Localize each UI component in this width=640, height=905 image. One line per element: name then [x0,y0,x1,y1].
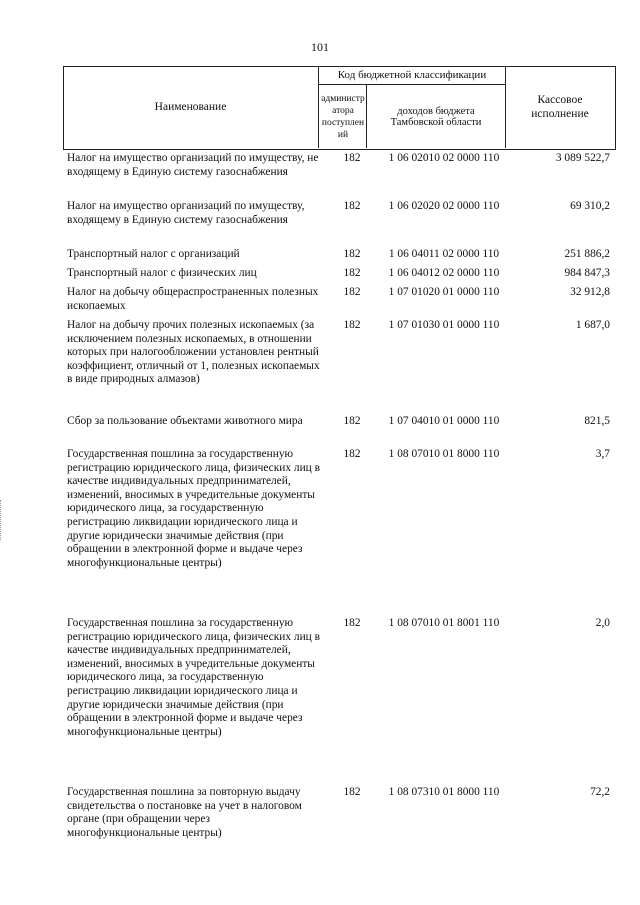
row-admin: 182 [343,786,361,798]
header-divider [366,84,367,148]
row-name: Налог на имущество организаций по имуществу, входящему в Единую систему газоснабжения [67,200,305,226]
row-amount: 821,5 [584,415,610,427]
row-code: 1 08 07310 01 8000 110 [388,786,500,798]
row-code: 1 08 07010 01 8000 110 [388,448,500,460]
table-header [63,66,616,150]
header-group-title: Код бюджетной классификации [337,68,487,81]
row-amount: 984 847,3 [564,267,610,279]
row-amount: 32 912,8 [570,286,610,298]
row-admin: 182 [343,152,361,164]
row-admin: 182 [343,617,361,629]
row-amount: 1 687,0 [575,319,610,331]
row-name: Транспортный налог с физических лиц [67,267,257,279]
row-name: Налог на имущество организаций по имуществу, не входящему в Единую систему газоснабжения [67,152,319,178]
row-code: 1 06 04012 02 0000 110 [388,267,500,279]
row-amount: 72,2 [590,786,610,798]
row-name: Налог на добычу прочих полезных ископаемых (за исключением полезных ископаемых, в отношении которых при налогообложении установлен рентный коэффициент, отличный от 1, полезных ископаемых в виде природных алмазов) [67,319,320,386]
row-admin: 182 [343,267,361,279]
row-amount: 3 089 522,7 [555,152,610,164]
header-income: доходов бюджета Тамбовской области [390,105,482,128]
header-amount: Кассовое исполнение [531,94,589,120]
header-admin: администратора поступлений [321,93,365,140]
row-code: 1 07 01020 01 0000 110 [388,286,500,298]
row-amount: 2,0 [595,617,610,629]
row-name: Государственная пошлина за государственную регистрацию юридического лица, физических лиц в качестве индивидуальных предпринимателей, изменений, вносимых в учредительные документы юридического лица, за государственную регистрацию ликвидации юридического лица и другие юридически значимые действия (при обращении в электронной форме и выдаче через многофункциональные центры) [67,617,320,738]
row-code: 1 08 07010 01 8001 110 [388,617,500,629]
page-number: 101 [311,40,329,54]
row-admin: 182 [343,248,361,260]
row-admin: 182 [343,448,361,460]
row-admin: 182 [343,319,361,331]
row-name: Сбор за пользование объектами животного мира [67,415,303,427]
row-code: 1 06 02020 02 0000 110 [388,200,500,212]
row-code: 1 07 04010 01 0000 110 [388,415,500,427]
row-code: 1 07 01030 01 0000 110 [388,319,500,331]
row-admin: 182 [343,200,361,212]
row-admin: 182 [343,415,361,427]
row-amount: 251 886,2 [564,248,610,260]
header-name: Наименование [154,100,227,113]
row-name: Транспортный налог с организаций [67,248,240,260]
row-code: 1 06 02010 02 0000 110 [388,152,500,164]
row-name: Налог на добычу общераспространенных полезных ископаемых [67,286,319,312]
row-name: Государственная пошлина за повторную выдачу свидетельства о постановке на учет в налоговом органе (при обращении через многофункциональные центры) [67,786,302,839]
row-name: Государственная пошлина за государственную регистрацию юридического лица, физических лиц в качестве индивидуальных предпринимателей, изменений, вносимых в учредительные документы юридического лица, за государственную регистрацию ликвидации юридического лица и другие юридически значимые действия (при обращении в электронной форме и выдаче через многофункциональные центры) [67,448,320,569]
row-amount: 69 310,2 [570,200,610,212]
row-amount: 3,7 [595,448,610,460]
row-admin: 182 [343,286,361,298]
row-code: 1 06 04011 02 0000 110 [388,248,500,260]
margin-mark [0,500,4,540]
